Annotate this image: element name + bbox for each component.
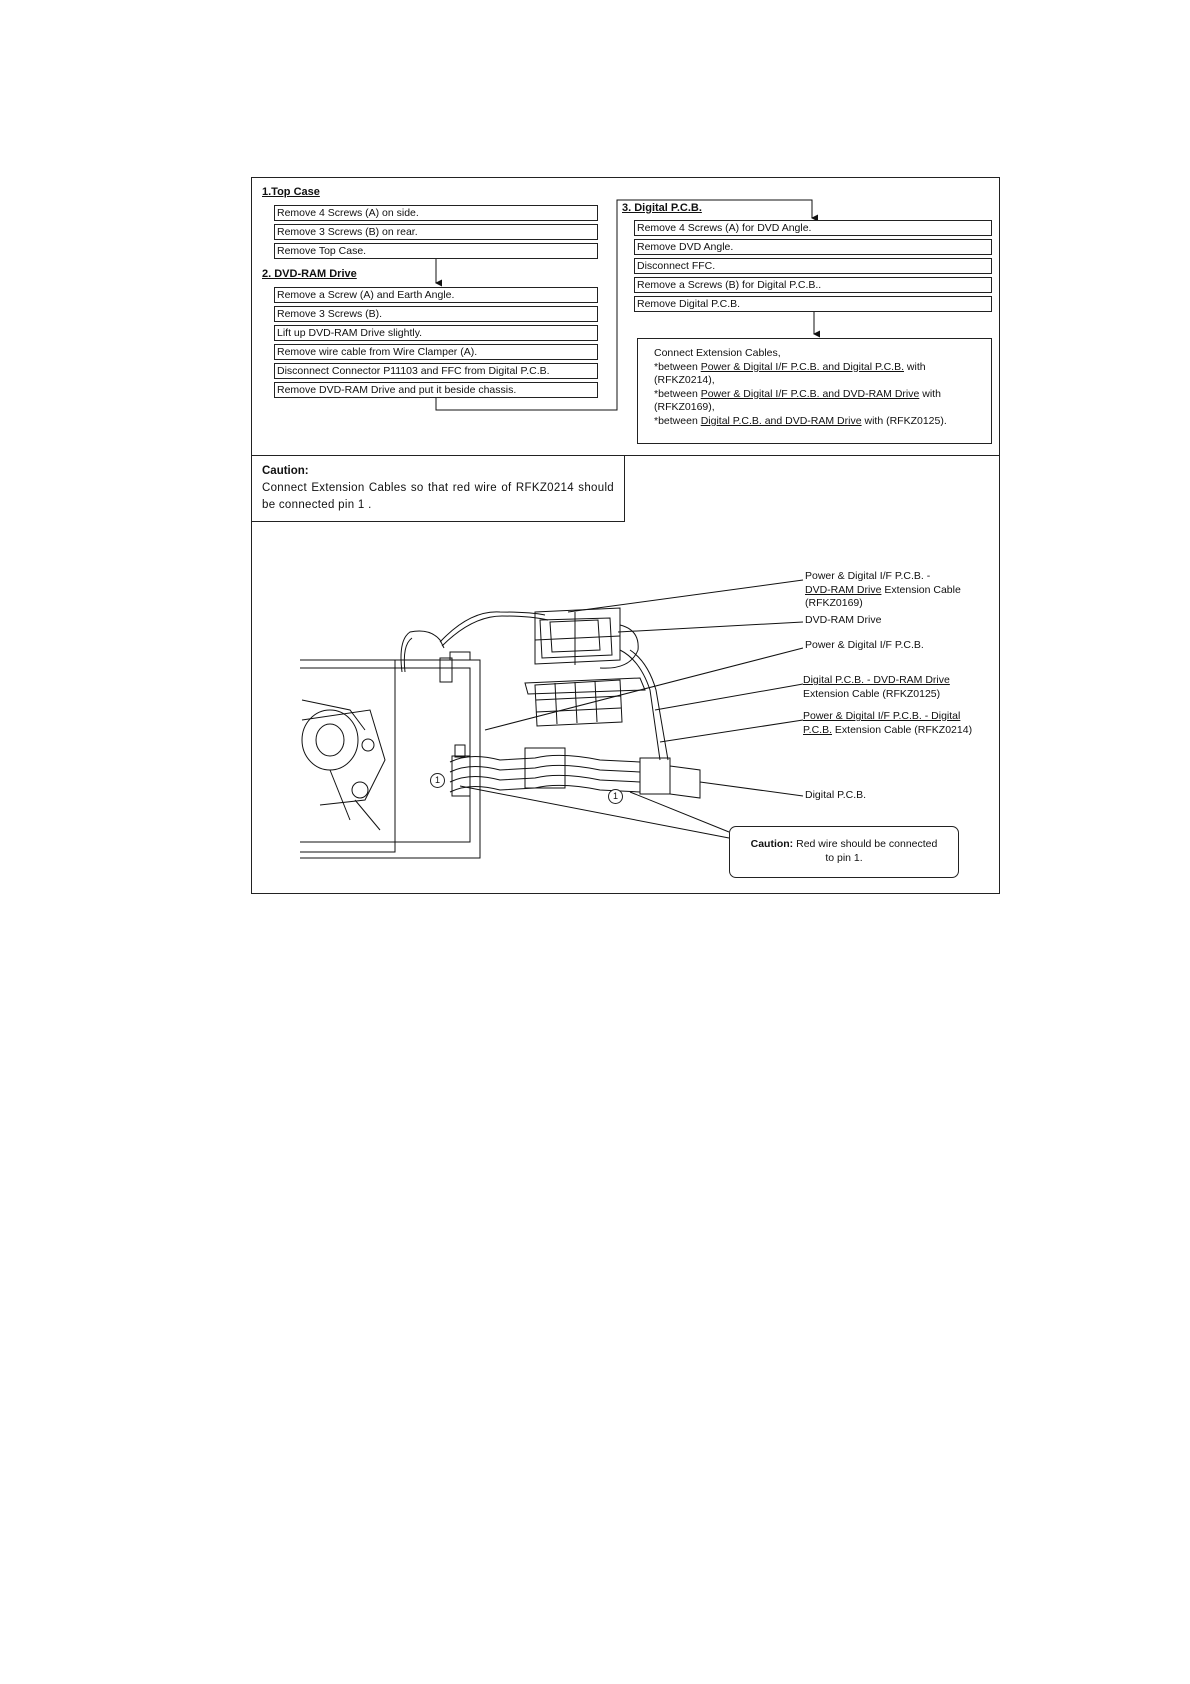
section-title-digital-pcb: 3. Digital P.C.B. (622, 202, 702, 214)
step-remove-dvd-angle-screws: Remove 4 Screws (A) for DVD Angle. (634, 220, 992, 236)
step-remove-screw-earth-angle: Remove a Screw (A) and Earth Angle. (274, 287, 598, 303)
connect-line-2: (RFKZ0214), (654, 374, 715, 386)
caution-title: Caution: (262, 465, 309, 477)
step-remove-3-screws: Remove 3 Screws (B). (274, 306, 598, 322)
label-rfkz0125-cable: Digital P.C.B. - DVD-RAM Drive Extension Cable (RFKZ0125) (803, 674, 950, 700)
connect-heading: Connect Extension Cables, (654, 347, 781, 359)
label-rfkz0214-cable: Power & Digital I/F P.C.B. - Digital P.C.B. Extension Cable (RFKZ0214) (803, 710, 973, 736)
label-rfkz0169-cable: Power & Digital I/F P.C.B. - DVD-RAM Drive Extension Cable (RFKZ0169) (805, 570, 961, 609)
red-wire-caution-box: Caution: Red wire should be connected to pin 1. (729, 826, 959, 878)
step-remove-pcb-screws: Remove a Screws (B) for Digital P.C.B.. (634, 277, 992, 293)
step-lift-drive: Lift up DVD-RAM Drive slightly. (274, 325, 598, 341)
step-remove-wire-cable: Remove wire cable from Wire Clamper (A). (274, 344, 598, 360)
step-remove-side-screws: Remove 4 Screws (A) on side. (274, 205, 598, 221)
connect-line-1: *between Power & Digital I/F P.C.B. and Digital P.C.B. with (654, 360, 926, 373)
step-remove-top-case: Remove Top Case. (274, 243, 598, 259)
step-remove-digital-pcb: Remove Digital P.C.B. (634, 296, 992, 312)
label-digital-pcb: Digital P.C.B. (805, 789, 867, 801)
pin-1-marker-right: 1 (608, 789, 623, 804)
step-remove-drive: Remove DVD-RAM Drive and put it beside chassis. (274, 382, 598, 398)
pin-1-marker-left: 1 (430, 773, 445, 788)
connect-line-4: (RFKZ0169), (654, 401, 715, 413)
step-disconnect-ffc: Disconnect FFC. (634, 258, 992, 274)
red-caution-title: Caution: (750, 838, 794, 850)
label-dvd-ram-drive: DVD-RAM Drive (805, 614, 882, 626)
step-disconnect-connector: Disconnect Connector P11103 and FFC from Digital P.C.B. (274, 363, 598, 379)
label-power-digital-if-pcb: Power & Digital I/F P.C.B. (805, 639, 924, 651)
section-title-dvd-ram-drive: 2. DVD-RAM Drive (262, 268, 357, 280)
connect-line-5: *between Digital P.C.B. and DVD-RAM Drive with (RFKZ0125). (654, 414, 947, 427)
step-remove-dvd-angle: Remove DVD Angle. (634, 239, 992, 255)
step-remove-rear-screws: Remove 3 Screws (B) on rear. (274, 224, 598, 240)
section-title-top-case: 1.Top Case (262, 186, 320, 198)
caution-text: Connect Extension Cables so that red wire of RFKZ0214 should be connected pin 1 . (262, 482, 614, 511)
connect-line-3: *between Power & Digital I/F P.C.B. and DVD-RAM Drive with (654, 387, 941, 400)
